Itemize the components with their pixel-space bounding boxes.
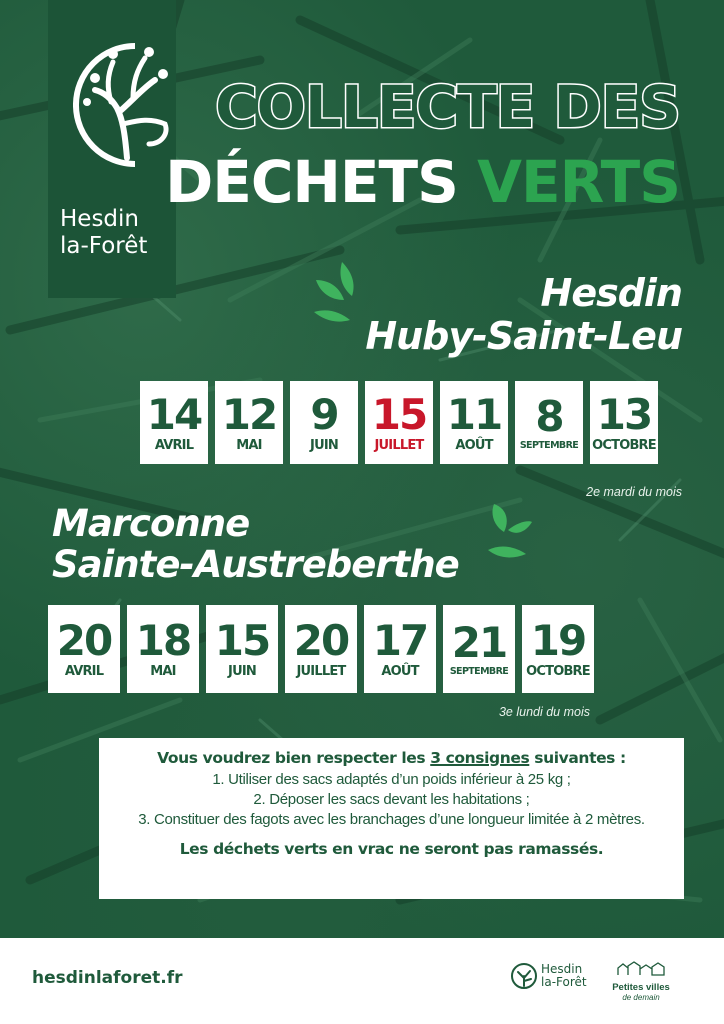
- date-day: 17: [372, 616, 428, 665]
- rules-heading-end: suivantes :: [529, 749, 626, 767]
- date-day: 15: [371, 389, 427, 439]
- date-day: 8: [535, 391, 563, 441]
- date-month: SEPTEMBRE: [449, 666, 509, 677]
- partner-subtitle: de demain: [622, 993, 660, 1002]
- leaf-accent-icon: [478, 500, 534, 564]
- date-day: 9: [310, 389, 338, 439]
- logo-panel: [48, 0, 176, 298]
- date-day: 13: [596, 389, 652, 439]
- rules-list: [99, 770, 684, 830]
- date-month: JUILLET: [374, 437, 424, 453]
- footer-logo-line-1: Hesdin: [541, 962, 583, 976]
- rules-heading: [99, 749, 684, 767]
- date-day: 14: [146, 389, 202, 439]
- petites-villes-logo: [610, 960, 672, 1002]
- partner-title: Petites villes: [612, 982, 670, 993]
- rule-item: 2. Déposer les sacs devant les habitations ;: [253, 791, 530, 808]
- tree-logo-icon: [73, 40, 175, 170]
- date-month: OCTOBRE: [592, 437, 656, 453]
- date-day: 12: [221, 389, 277, 439]
- date-card: [443, 605, 515, 693]
- zone-b-name-line-2: Sainte-Austreberthe: [52, 543, 459, 586]
- zone-a-note: 2e mardi du mois: [586, 485, 682, 499]
- date-day: 20: [293, 616, 349, 665]
- date-card: [590, 381, 658, 464]
- zone-b-dates: [48, 605, 594, 693]
- rules-heading-underlined: 3 consignes: [430, 749, 530, 767]
- logo-wordmark: [60, 206, 147, 260]
- title-line-2: [165, 148, 680, 216]
- rules-heading-start: Vous voudrez bien respecter les: [157, 749, 431, 767]
- date-card: [522, 605, 594, 693]
- rules-footer: Les déchets verts en vrac ne seront pas ramassés.: [179, 840, 604, 858]
- title-word-white: DÉCHETS: [165, 148, 458, 216]
- date-day: 11: [446, 389, 502, 439]
- date-card: [206, 605, 278, 693]
- date-month: JUIN: [228, 664, 256, 679]
- date-month: MAI: [236, 437, 262, 453]
- date-card-highlighted: [365, 381, 433, 464]
- zone-b-name-line-1: Marconne: [52, 502, 250, 545]
- date-day: 15: [214, 616, 270, 665]
- date-month: AOÛT: [455, 437, 493, 453]
- date-month: OCTOBRE: [526, 664, 590, 679]
- date-card: [440, 381, 508, 464]
- date-card: [48, 605, 120, 693]
- date-day: 21: [451, 618, 507, 667]
- town-houses-icon: [616, 960, 666, 976]
- rules-box: [99, 738, 684, 899]
- date-day: 18: [135, 616, 191, 665]
- tree-logo-small-icon: [510, 962, 538, 990]
- logo-line-2: la-Forêt: [60, 233, 148, 259]
- zone-a-name-line-2: Huby-Saint-Leu: [365, 314, 682, 358]
- date-card: [215, 381, 283, 464]
- date-month: AOÛT: [381, 664, 419, 679]
- date-card: [515, 381, 583, 464]
- website-link[interactable]: hesdinlaforet.fr: [32, 968, 183, 988]
- date-card: [290, 381, 358, 464]
- rule-item: 1. Utiliser des sacs adaptés d’un poids inférieur à 25 kg ;: [212, 771, 571, 788]
- footer-logo-text: [541, 963, 587, 989]
- date-month: MAI: [150, 664, 176, 679]
- date-day: 19: [530, 616, 586, 665]
- date-month: JUILLET: [296, 664, 346, 679]
- zone-a-name-line-1: Hesdin: [540, 271, 682, 315]
- footer-town-logo: [510, 962, 587, 990]
- rule-item: 3. Constituer des fagots avec les branchages d’une longueur limitée à 2 mètres.: [138, 811, 645, 828]
- title-line-1: COLLECTE DES: [215, 73, 680, 141]
- date-month: JUIN: [310, 437, 338, 453]
- zone-a-dates: [140, 381, 658, 464]
- date-month: SEPTEMBRE: [519, 439, 579, 451]
- date-card: [364, 605, 436, 693]
- date-month: AVRIL: [154, 437, 194, 453]
- footer-logo-line-2: la-Forêt: [541, 975, 587, 989]
- title-word-green: VERTS: [477, 148, 680, 216]
- date-card: [127, 605, 199, 693]
- zone-b-note: 3e lundi du mois: [498, 705, 590, 719]
- date-card: [140, 381, 208, 464]
- date-day: 20: [56, 616, 112, 665]
- bottom-bar: [0, 938, 724, 1024]
- logo-line-1: Hesdin: [60, 206, 139, 232]
- date-month: AVRIL: [64, 664, 104, 679]
- date-card: [285, 605, 357, 693]
